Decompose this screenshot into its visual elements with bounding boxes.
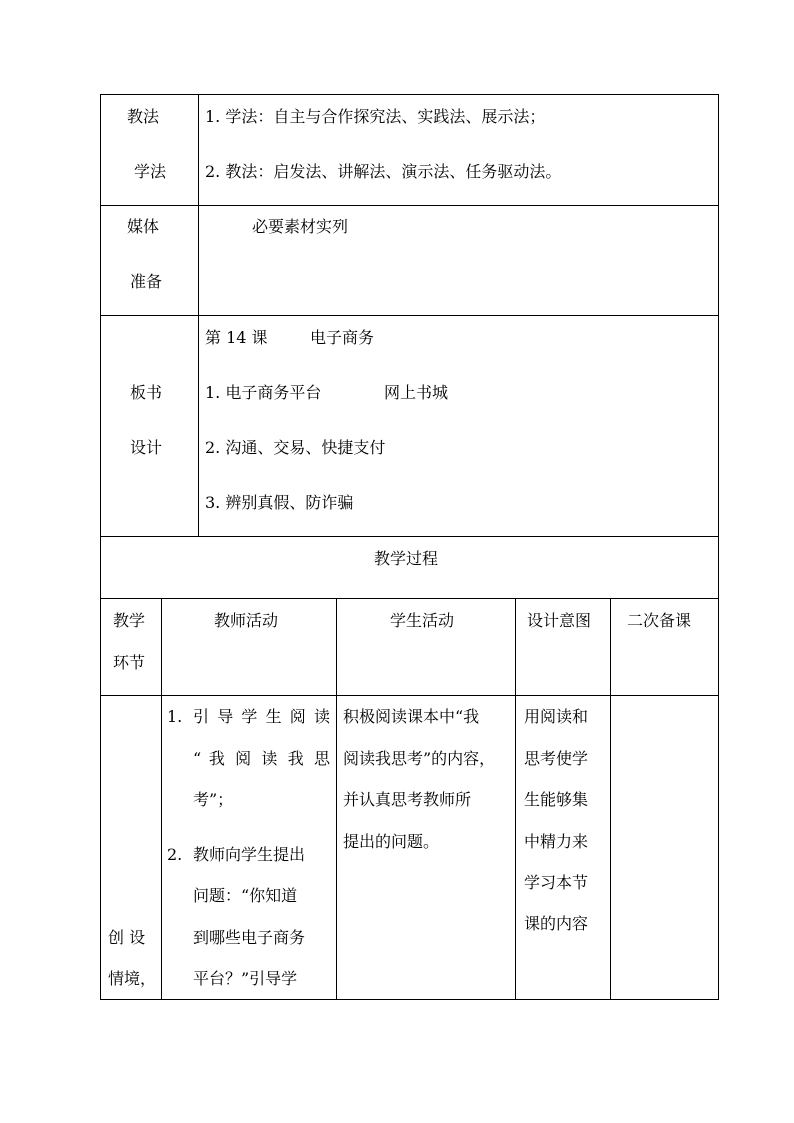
board-lesson: 第 14 课 (205, 328, 268, 347)
table-border-bottom (100, 999, 719, 1000)
methods-line-2: 2. 教法：启发法、讲解法、演示法、任务驱动法。 (205, 162, 562, 181)
header-teacher: 教师活动 (214, 611, 279, 630)
board-item-2: 2. 沟通、交易、快捷支付 (205, 438, 386, 457)
process-title: 教学过程 (374, 549, 439, 568)
board-item-3: 3. 辨别真假、防诈骗 (205, 493, 354, 512)
teacher-line: 教师向学生提出 (193, 845, 306, 864)
teacher-line: 考”； (193, 790, 234, 809)
table-col-divider-intent (610, 598, 611, 999)
board-label-2: 设计 (130, 438, 163, 457)
teacher-line: 到哪些电子商务 (193, 928, 306, 947)
header-student: 学生活动 (390, 611, 455, 630)
intent-line: 思考使学 (524, 749, 589, 768)
student-line: 阅读我思考”的内容， (343, 749, 496, 768)
table-row-divider-process-title (100, 598, 719, 599)
methods-label-1: 教法 (127, 107, 160, 126)
header-intent: 设计意图 (527, 611, 592, 630)
methods-label-2: 学法 (134, 162, 167, 181)
intent-line: 课的内容 (524, 914, 589, 933)
table-border-left (100, 94, 101, 1000)
row-phase-1: 创 设 (108, 928, 146, 947)
table-border-top (100, 94, 719, 95)
board-topic: 电子商务 (310, 328, 375, 347)
media-label-2: 准备 (130, 272, 163, 291)
intent-line: 学习本节 (524, 873, 589, 892)
student-line: 积极阅读课本中“我 (343, 707, 480, 726)
table-col-divider-teacher (336, 598, 337, 999)
table-row-divider-media (100, 315, 719, 316)
table-border-right (718, 94, 719, 1000)
media-label-1: 媒体 (127, 217, 160, 236)
intent-line: 用阅读和 (524, 707, 589, 726)
table-col-divider-phase (161, 598, 162, 999)
header-phase-2: 环节 (113, 653, 146, 672)
table-row-divider-board (100, 536, 719, 537)
row-phase-2: 情境， (108, 969, 157, 988)
intent-line: 生能够集 (524, 790, 589, 809)
teacher-line: 问题：“你知道 (193, 886, 298, 905)
board-item-1: 1. 电子商务平台 (205, 383, 322, 402)
header-prep: 二次备课 (627, 611, 692, 630)
board-item-1-extra: 网上书城 (384, 383, 449, 402)
board-label-1: 板书 (130, 383, 163, 402)
intent-line: 中精力来 (524, 832, 589, 851)
table-row-divider-methods (100, 205, 719, 206)
table-col-divider-student (515, 598, 516, 999)
teacher-line: 引 导 学 生 阅 读 (193, 707, 330, 726)
teacher-line: “ 我 阅 读 我 思 (193, 749, 330, 768)
student-line: 提出的问题。 (343, 832, 440, 851)
student-line: 并认真思考教师所 (343, 790, 472, 809)
media-content: 必要素材实列 (252, 217, 349, 236)
teacher-item-number: 2. (167, 845, 183, 864)
table-col-divider-label (198, 94, 199, 536)
methods-line-1: 1. 学法：自主与合作探究法、实践法、展示法； (205, 107, 546, 126)
teacher-item-number: 1. (167, 707, 183, 726)
table-row-divider-headers (100, 695, 719, 696)
header-phase-1: 教学 (113, 611, 146, 630)
teacher-line: 平台？”引导学 (193, 969, 298, 988)
